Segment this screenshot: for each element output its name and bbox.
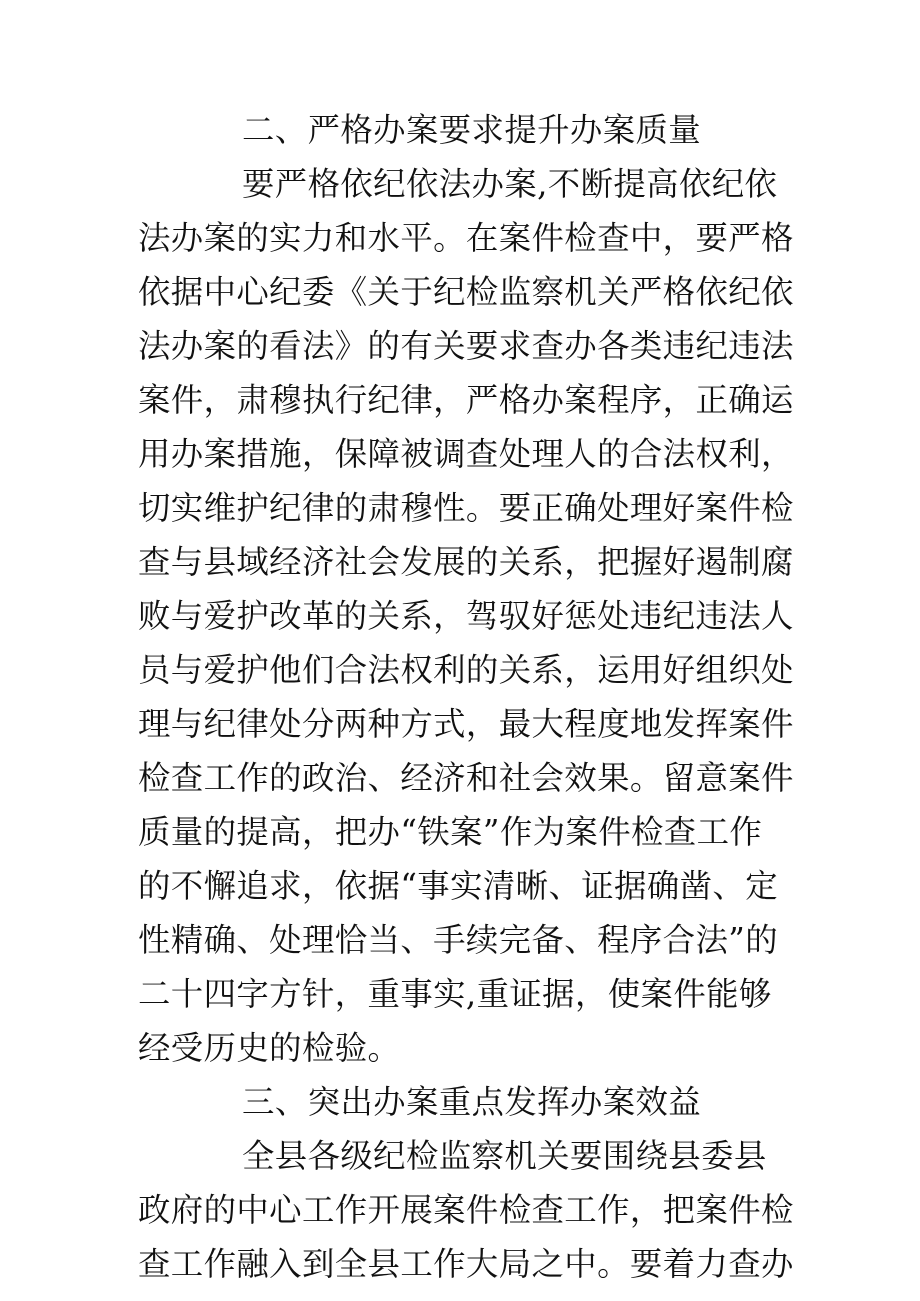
paragraph-line: 性精确、处理恰当、手续完备、程序合法”的 <box>138 921 778 959</box>
paragraph-line: 全县各级纪检监察机关要围绕县委县 <box>242 1137 767 1175</box>
paragraph-line: 质量的提高，把办“铁案”作为案件检查工作 <box>138 813 763 851</box>
paragraph-line: 用办案措施，保障被调查处理人的合法权利， <box>138 435 794 473</box>
document-body <box>138 103 794 1291</box>
paragraph-line: 案件，肃穆执行纪律，严格办案程序，正确运 <box>138 381 794 419</box>
paragraph-line: 理与纪律处分两种方式，最大程度地发挥案件 <box>138 705 794 743</box>
paragraph-line: 的不懈追求，依据“事实清晰、证据确凿、定 <box>138 867 778 905</box>
paragraph-line: 法办案的实力和水平。在案件检查中，要严格 <box>138 219 794 257</box>
paragraph-line: 要严格依纪依法办案,不断提高依纪依 <box>242 165 778 203</box>
paragraph-line: 检查工作的政治、经济和社会效果。留意案件 <box>138 759 794 797</box>
paragraph-line: 切实维护纪律的肃穆性。要正确处理好案件检 <box>138 489 794 527</box>
paragraph-line: 查工作融入到全县工作大局之中。要着力查办 <box>138 1245 794 1283</box>
paragraph-line: 依据中心纪委《关于纪检监察机关严格依纪依 <box>138 273 794 311</box>
section-heading-3: 三、突出办案重点发挥办案效益 <box>242 1083 702 1121</box>
paragraph-line: 查与县域经济社会发展的关系，把握好遏制腐 <box>138 543 794 581</box>
section-heading-2: 二、严格办案要求提升办案质量 <box>242 111 702 149</box>
paragraph-line: 政府的中心工作开展案件检查工作，把案件检 <box>138 1191 794 1229</box>
paragraph-line: 经受历史的检验。 <box>138 1029 401 1067</box>
paragraph-line: 败与爱护改革的关系，驾驭好惩处违纪违法人 <box>138 597 794 635</box>
paragraph-line: 员与爱护他们合法权利的关系，运用好组织处 <box>138 651 794 689</box>
paragraph-line: 法办案的看法》的有关要求查办各类违纪违法 <box>138 327 794 365</box>
paragraph-line: 二十四字方针，重事实,重证据，使案件能够 <box>138 975 772 1013</box>
